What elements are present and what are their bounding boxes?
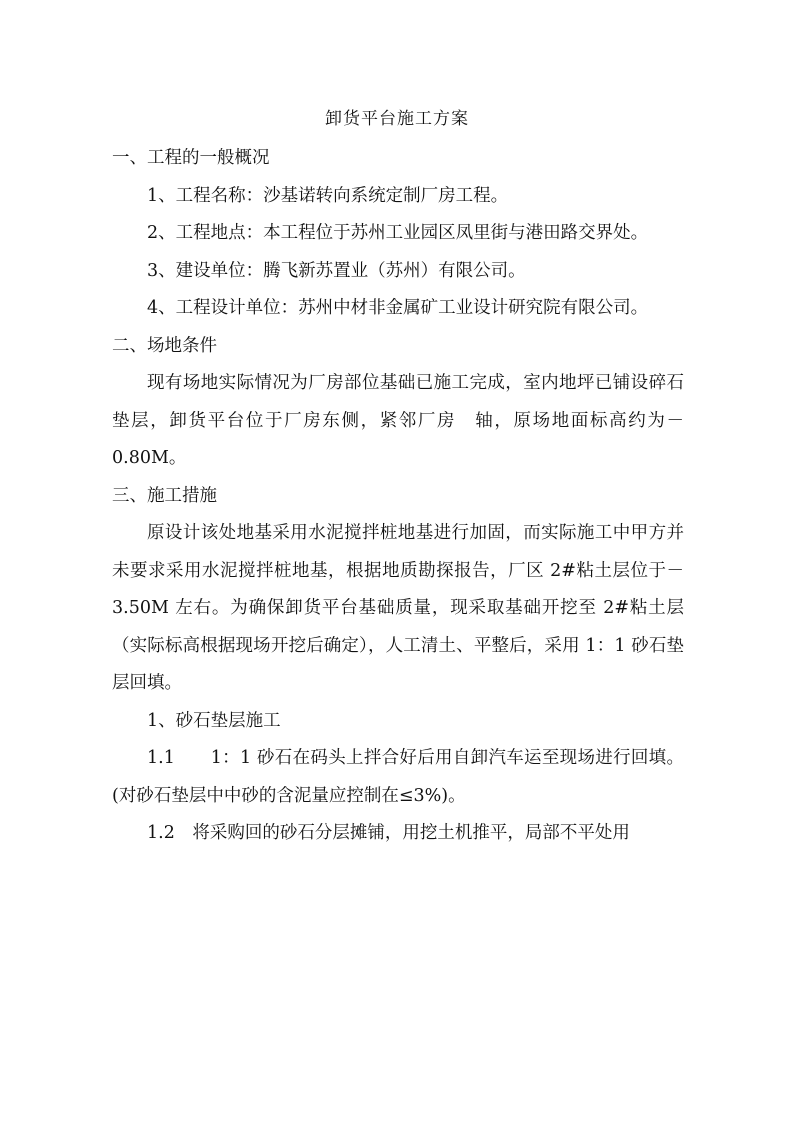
paragraph-construction-measures: 原设计该处地基采用水泥搅拌桩地基进行加固，而实际施工中甲方并未要求采用水泥搅拌桩地基，根据地质勘探报告，厂区 2#粘土层位于－3.50M 左右。为确保卸货平台基础质量，现采取基础开挖至 2#粘土层（实际标高根据现场开挖后确定），人工清土、平整后，采用 1：1 砂石垫层回填。 <box>112 523 684 693</box>
subheading-gravel-cushion: 1、砂石垫层施工 <box>147 710 281 731</box>
paragraph-site-conditions: 现有场地实际情况为厂房部位基础已施工完成，室内地坪已铺设碎石垫层，卸货平台位于厂房东侧，紧邻厂房 轴，原场地面标高约为－0.80M。 <box>112 373 684 468</box>
document-title: 卸货平台施工方案 <box>325 109 469 129</box>
paragraph-step-1-1: 1.1 1：1 砂石在码头上拌合好后用自卸汽车运至现场进行回填。(对砂石垫层中中砂的含泥量应控制在≤3%)。 <box>112 748 684 806</box>
section-heading-construction-measures: 三、施工措施 <box>112 485 217 506</box>
paragraph-design-unit: 4、工程设计单位：苏州中材非金属矿工业设计研究院有限公司。 <box>147 298 649 318</box>
document-body <box>112 140 684 853</box>
paragraph-construction-unit: 3、建设单位：腾飞新苏置业（苏州）有限公司。 <box>147 260 526 281</box>
section-heading-site-conditions: 二、场地条件 <box>112 335 217 356</box>
paragraph-project-name: 1、工程名称：沙基诺转向系统定制厂房工程。 <box>147 185 509 206</box>
paragraph-project-location: 2、工程地点：本工程位于苏州工业园区凤里街与港田路交界处。 <box>147 223 649 243</box>
section-heading-overview: 一、工程的一般概况 <box>112 148 270 168</box>
paragraph-step-1-2: 1.2 将采购回的砂石分层摊铺，用挖土机推平，局部不平处用 <box>147 823 630 843</box>
